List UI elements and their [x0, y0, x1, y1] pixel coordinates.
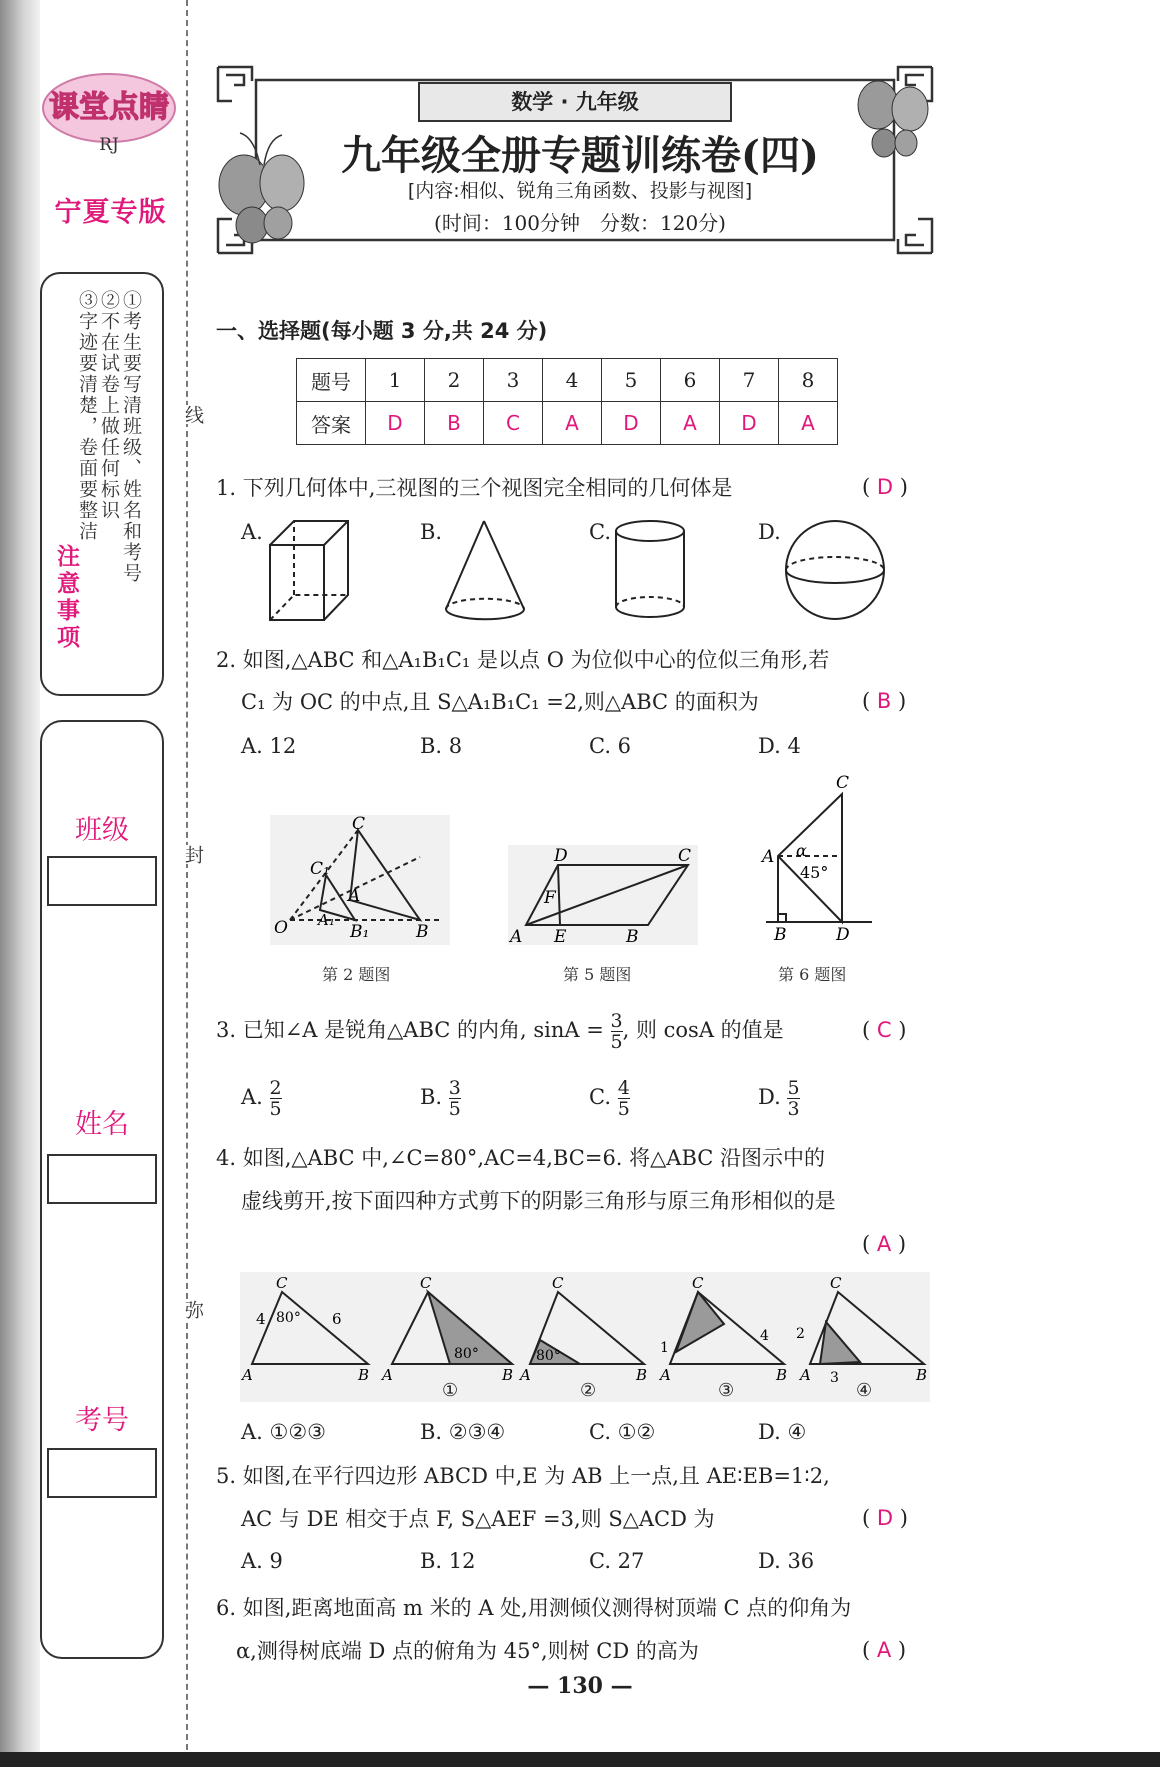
svg-text:4: 4 [256, 1310, 266, 1328]
svg-text:1: 1 [660, 1340, 669, 1356]
page-number: — 130 — [527, 1673, 633, 1699]
answer-table-answer-row [297, 402, 838, 445]
svg-text:B: B [774, 925, 787, 945]
name-field[interactable] [47, 1154, 157, 1204]
question-2-line-2: C₁ 为 OC 的中点,且 S△A₁B₁C₁ =2,则△ABC 的面积为 [241, 690, 759, 714]
caption-figure-6: 第 6 题图 [778, 965, 847, 984]
svg-text:80°: 80° [454, 1346, 479, 1362]
student-info-box [40, 720, 164, 1659]
table-cell-number: 6 [661, 359, 720, 402]
q3-option-d: D. $\frac{5}{3}$ [758, 1077, 800, 1120]
table-cell-answer: D [720, 402, 779, 445]
section-heading: 一、选择题(每小题 3 分,共 24 分) [216, 319, 548, 343]
table-cell-answer: B [425, 402, 484, 445]
q3-fraction [611, 1011, 623, 1052]
answer-letter: D [876, 475, 894, 499]
class-field[interactable] [47, 856, 157, 906]
logo-text: 课堂点睛 [49, 90, 169, 125]
svg-text:A: A [520, 1366, 531, 1384]
frac-numerator: 3 [610, 1010, 623, 1032]
svg-text:A: A [348, 886, 361, 906]
svg-text:α: α [796, 841, 807, 860]
svg-text:A: A [382, 1366, 393, 1384]
class-label: 班级 [75, 815, 129, 846]
exam-number-field[interactable] [47, 1448, 157, 1498]
name-label: 姓名 [75, 1109, 129, 1140]
question-1-text: 1. 下列几何体中,三视图的三个视图完全相同的几何体是 [216, 476, 733, 500]
caption-figure-2: 第 2 题图 [322, 965, 391, 984]
svg-text:B: B [636, 1366, 648, 1384]
svg-text:A₁: A₁ [318, 911, 335, 929]
question-1-answer: ( D ) [862, 475, 908, 499]
table-header-number: 题号 [297, 359, 366, 402]
q4-figure-label-4: ④ [856, 1380, 873, 1401]
answer-letter: B [876, 689, 892, 713]
svg-text:B: B [416, 922, 429, 942]
table-cell-number: 7 [720, 359, 779, 402]
svg-text:A: A [510, 927, 523, 945]
sphere-figure [782, 515, 892, 625]
table-cell-answer: D [366, 402, 425, 445]
table-cell-answer: D [602, 402, 661, 445]
svg-text:C: C [692, 1274, 704, 1292]
table-cell-number: 5 [602, 359, 661, 402]
q3-option-a: A. $\frac{2}{5}$ [241, 1077, 282, 1120]
notice-item-3: ③字迹要清楚，卷面要整洁 [76, 290, 98, 542]
q2-option-d: D. 4 [758, 734, 801, 758]
cone-figure [440, 515, 530, 625]
svg-text:B: B [916, 1366, 928, 1384]
figure-q6 [760, 770, 880, 950]
q4-figure-label-2: ② [580, 1380, 597, 1401]
table-header-answer: 答案 [297, 402, 366, 445]
svg-text:C: C [830, 1274, 842, 1292]
question-6-line-2: α,测得树底端 D 点的俯角为 45°,则树 CD 的高为 [236, 1639, 699, 1663]
q2-option-b: B. 8 [420, 734, 463, 758]
exam-content: [内容:相似、锐角三角函数、投影与视图] [407, 180, 753, 202]
table-cell-number: 8 [779, 359, 838, 402]
question-2-answer: ( B ) [862, 689, 907, 713]
svg-text:B: B [626, 927, 639, 945]
cuboid-figure [262, 515, 362, 625]
q1-option-d: D. [758, 520, 781, 544]
table-cell-answer: A [543, 402, 602, 445]
svg-text:A: A [800, 1366, 811, 1384]
table-cell-answer: C [484, 402, 543, 445]
svg-text:C: C [276, 1274, 288, 1292]
question-4-answer: ( A ) [862, 1232, 907, 1256]
frac-denominator: 5 [610, 1031, 623, 1053]
cut-mark-seal: 封 [180, 845, 207, 864]
question-5-line-2: AC 与 DE 相交于点 F, S△AEF =3,则 S△ACD 为 [241, 1507, 715, 1531]
q4-option-d: D. ④ [758, 1420, 807, 1444]
svg-text:B₁: B₁ [350, 922, 370, 942]
answer-letter: C [876, 1018, 892, 1042]
question-4-line-1: 4. 如图,△ABC 中,∠C=80°,AC=4,BC=6. 将△ABC 沿图示中的 [216, 1146, 826, 1170]
butterfly-left-icon [219, 133, 304, 243]
figure-q5 [508, 845, 698, 945]
cylinder-figure [612, 515, 692, 625]
svg-text:45°: 45° [800, 863, 829, 882]
q4-figure-label-3: ③ [718, 1380, 735, 1401]
question-5-line-1: 5. 如图,在平行四边形 ABCD 中,E 为 AB 上一点,且 AE∶EB=1∶2, [216, 1464, 830, 1488]
subject-banner: 数学 · 九年级 [418, 82, 732, 122]
caption-figure-5: 第 5 题图 [563, 965, 632, 984]
q3-option-b: B. $\frac{3}{5}$ [420, 1077, 461, 1120]
q2-option-c: C. 6 [589, 734, 632, 758]
svg-text:C₁: C₁ [310, 859, 330, 879]
notice-item-1: ①考生要写清班级、姓名和考号 [120, 290, 142, 584]
table-cell-number: 1 [366, 359, 425, 402]
answer-letter: D [876, 1506, 894, 1530]
svg-text:E: E [554, 927, 567, 945]
answer-table-number-row [297, 359, 838, 402]
table-cell-answer: A [779, 402, 838, 445]
question-2-line-1: 2. 如图,△ABC 和△A₁B₁C₁ 是以点 O 为位似中心的位似三角形,若 [216, 648, 830, 672]
question-5-answer: ( D ) [862, 1506, 908, 1530]
q5-option-a: A. 9 [241, 1549, 283, 1573]
svg-text:A: A [762, 847, 775, 867]
cut-mark-seal-2: 弥 [180, 1300, 207, 1319]
question-3-text [216, 1008, 784, 1052]
svg-text:3: 3 [830, 1370, 839, 1386]
svg-text:80°: 80° [276, 1310, 301, 1326]
bottom-bar [0, 1752, 1160, 1767]
svg-text:C: C [678, 846, 692, 866]
binding-cut-line [186, 0, 188, 1750]
svg-text:4: 4 [760, 1328, 769, 1344]
exam-title: 九年级全册专题训练卷(四) [341, 132, 819, 179]
q1-option-a: A. [241, 520, 263, 544]
svg-text:2: 2 [796, 1326, 805, 1342]
binding-shadow [0, 0, 40, 1767]
svg-text:C: C [352, 815, 366, 834]
answer-letter: A [876, 1638, 892, 1662]
svg-text:O: O [274, 918, 288, 938]
q2-option-a: A. 12 [241, 734, 297, 758]
svg-text:C: C [836, 773, 850, 793]
brand-logo [40, 70, 178, 155]
table-cell-answer: A [661, 402, 720, 445]
svg-text:6: 6 [332, 1310, 342, 1328]
question-6-line-1: 6. 如图,距离地面高 m 米的 A 处,用测倾仪测得树顶端 C 点的仰角为 [216, 1596, 852, 1620]
question-6-answer: ( A ) [862, 1638, 907, 1662]
edition-label: 宁夏专版 [54, 197, 167, 228]
notice-title: 注意事项 [53, 544, 79, 652]
svg-text:80°: 80° [536, 1348, 561, 1364]
table-cell-number: 2 [425, 359, 484, 402]
notice-item-2: ②不在试卷上做任何标识 [98, 290, 120, 521]
q5-option-b: B. 12 [420, 1549, 476, 1573]
q5-option-d: D. 36 [758, 1549, 815, 1573]
question-3-stem-end: , 则 cosA 的值是 [622, 1018, 784, 1042]
svg-text:B: B [502, 1366, 514, 1384]
figure-q2 [270, 815, 450, 945]
exam-time-score: (时间：100分钟 分数：120分) [434, 211, 726, 235]
table-cell-number: 3 [484, 359, 543, 402]
q4-option-b: B. ②③④ [420, 1420, 506, 1444]
question-4-line-2: 虚线剪开,按下面四种方式剪下的阴影三角形与原三角形相似的是 [241, 1189, 836, 1213]
butterfly-right-icon [858, 81, 928, 157]
question-3-stem: 3. 已知∠A 是锐角△ABC 的内角, sinA = [216, 1018, 604, 1042]
q1-option-b: B. [420, 520, 443, 544]
cut-mark-line: 线 [180, 405, 207, 424]
q4-option-c: C. ①② [589, 1420, 656, 1444]
q4-figure-label-1: ① [442, 1380, 459, 1401]
svg-text:C: C [552, 1274, 564, 1292]
exam-number-label: 考号 [75, 1405, 129, 1436]
svg-text:D: D [554, 846, 568, 866]
svg-text:F: F [544, 888, 556, 908]
q4-option-a: A. ①②③ [241, 1420, 326, 1444]
table-cell-number: 4 [543, 359, 602, 402]
answer-table [296, 358, 838, 445]
q5-option-c: C. 27 [589, 1549, 645, 1573]
svg-text:A: A [242, 1366, 253, 1384]
answer-letter: A [876, 1232, 892, 1256]
svg-text:D: D [836, 925, 850, 945]
svg-text:A: A [660, 1366, 671, 1384]
logo-subtext: RJ [99, 135, 119, 155]
q1-option-c: C. [589, 520, 611, 544]
question-3-answer: ( C ) [862, 1018, 907, 1042]
svg-text:C: C [420, 1274, 432, 1292]
svg-text:B: B [358, 1366, 370, 1384]
notice-box [40, 272, 164, 696]
svg-text:B: B [776, 1366, 788, 1384]
q3-option-c: C. $\frac{4}{5}$ [589, 1077, 630, 1120]
